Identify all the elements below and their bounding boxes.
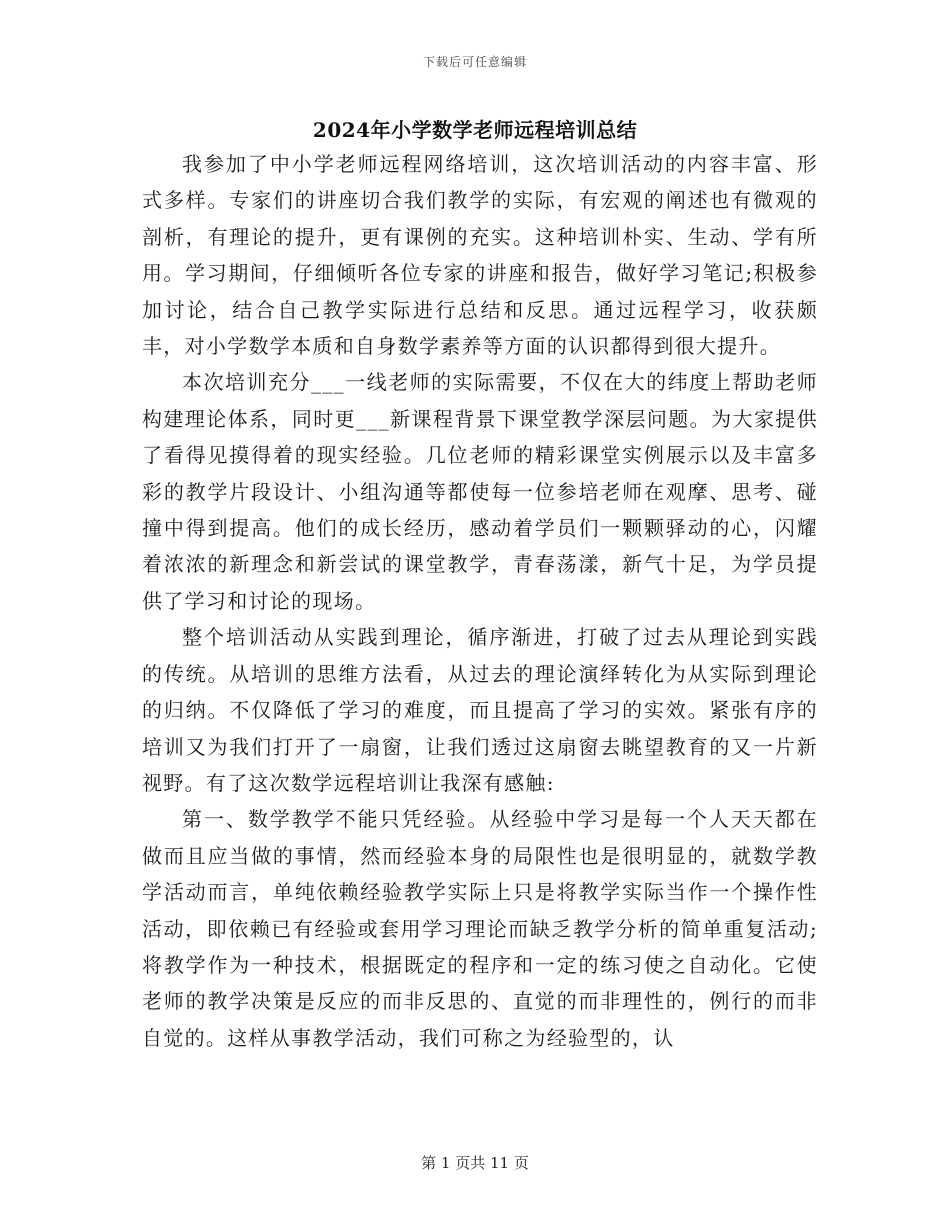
header-note: 下载后可任意编辑	[422, 55, 527, 69]
page-number: 第 1 页共 11 页	[421, 1154, 529, 1172]
document-body	[142, 146, 818, 1056]
paragraph-3: 整个培训活动从实践到理论，循序渐进，打破了过去从理论到实践的传统。从培训的思维方法看，从过去的理论演绎转化为从实际到理论的归纳。不仅降低了学习的难度，而且提高了学习的实效。紧张有序的培训又为我们打开了一扇窗，让我们透过这扇窗去眺望教育的又一片新视野。有了这次数学远程培训让我深有感触:	[142, 625, 818, 795]
paragraph-2: 本次培训充分___一线老师的实际需要，不仅在大的纬度上帮助老师构建理论体系，同时更___新课程背景下课堂教学深层问题。为大家提供了看得见摸得着的现实经验。几位老师的精彩课堂实例展示以及丰富多彩的教学片段设计、小组沟通等都使每一位参培老师在观摩、思考、碰撞中得到提高。他们的成长经历，感动着学员们一颗颗驿动的心，闪耀着浓浓的新理念和新尝试的课堂教学，青春荡漾，新气十足，为学员提供了学习和讨论的现场。	[142, 370, 818, 613]
document-title: 2024年小学数学老师远程培训总结	[312, 118, 638, 142]
paragraph-4: 第一、数学教学不能只凭经验。从经验中学习是每一个人天天都在做而且应当做的事情，然而经验本身的局限性也是很明显的，就数学教学活动而言，单纯依赖经验教学实际上只是将教学实际当作一个操作性活动，即依赖已有经验或套用学习理论而缺乏教学分析的简单重复活动;将教学作为一种技术，根据既定的程序和一定的练习使之自动化。它使老师的教学决策是反应的而非反思的、直觉的而非理性的，例行的而非自觉的。这样从事教学活动，我们可称之为经验型的，认	[142, 807, 818, 1050]
paragraph-1: 我参加了中小学老师远程网络培训，这次培训活动的内容丰富、形式多样。专家们的讲座切合我们教学的实际，有宏观的阐述也有微观的剖析，有理论的提升，更有课例的充实。这种培训朴实、生动、学有所用。学习期间，仔细倾听各位专家的讲座和报告，做好学习笔记;积极参加讨论，结合自己教学实际进行总结和反思。通过远程学习，收获颇丰，对小学数学本质和自身数学素养等方面的认识都得到很大提升。	[142, 152, 818, 359]
